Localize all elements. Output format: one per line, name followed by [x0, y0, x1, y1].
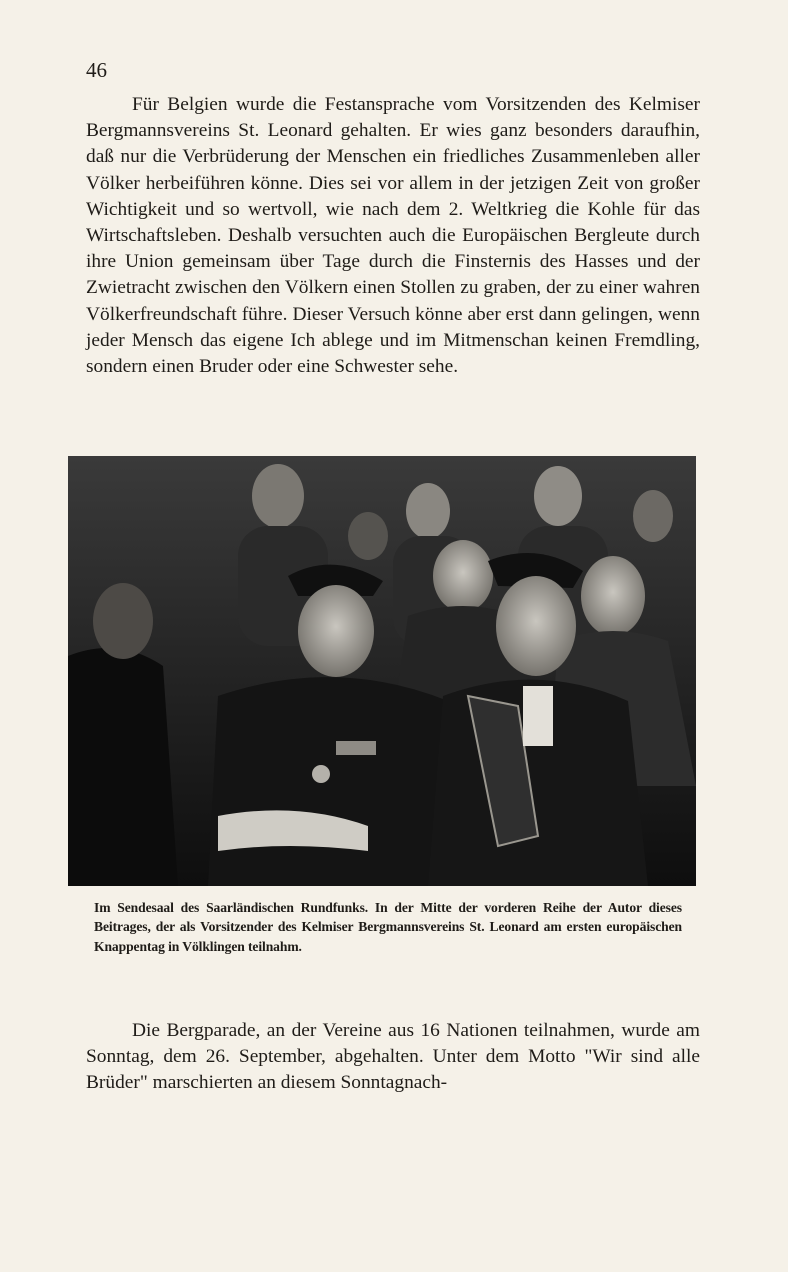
- page-number: 46: [86, 58, 107, 82]
- paragraph-bergparade: Die Bergparade, an der Vereine aus 16 Nationen teilnahmen, wurde am Sonntag, dem 26. September, abgehalten. Unter dem Motto "Wir sind alle Brüder" marschierten an diesem Sonntagnach-: [86, 1020, 700, 1094]
- photo-caption: Im Sendesaal des Saarländischen Rundfunks. In der Mitte der vorderen Reihe der Autor dieses Beitrages, der als Vorsitzender des Kelmiser Bergmannsvereins St. Leonard am ersten europäischen Knappentag in Völklingen teilnahm.: [94, 900, 682, 954]
- audience-photo: [68, 456, 696, 886]
- paragraph-festansprache: Für Belgien wurde die Festansprache vom Vorsitzenden des Kelmiser Bergmannsvereins St. Leonard gehalten. Er wies ganz besonders daraufhin, daß nur die Verbrüderung der Menschen ein friedliches Zusammenleben aller Völker herbeiführen könne. Dies sei vor allem in der jetzigen Zeit von großer Wichtigkeit und so wertvoll, wie nach dem 2. Weltkrieg die Kohle für das Wirtschaftsleben. Deshalb versuchten auch die Europäischen Bergleute durch ihre Union gemeinsam über Tage durch die Finsternis des Hasses und der Zwietracht zwischen den Völkern einen Stollen zu graben, der zu einer wahren Völkerfreundschaft führe. Dieser Versuch könne aber erst dann gelingen, wenn jeder Mensch das eigene Ich ablege und im Mitmenschan keinen Fremdling, sondern einen Bruder oder eine Schwester sehe.: [86, 94, 700, 378]
